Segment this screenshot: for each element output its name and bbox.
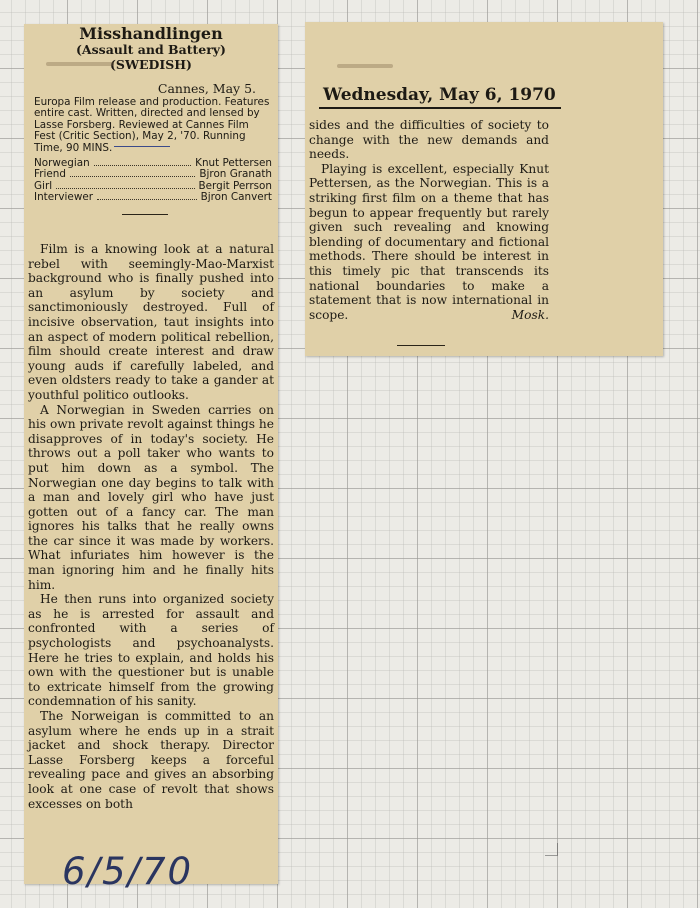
cast-row (34, 192, 272, 203)
cast-list (34, 158, 272, 204)
section-divider (397, 345, 445, 346)
cast-role: Interviewer (34, 191, 93, 204)
review-paragraph: He then runs into organized society as he is arrested for assault and confronted with a series of psychologists and psychoanalysts. Here he tries to explain, and holds his own with the questioner but is unable to extricate himself from the growing condemnation of his sanity. (28, 592, 274, 709)
cast-actor: Knut Pettersen (195, 157, 272, 169)
cast-actor: Bjron Canvert (200, 191, 272, 204)
film-language: (SWEDISH) (110, 57, 192, 72)
page-header-date: Wednesday, May 6, 1970 (323, 85, 556, 105)
pen-underline (114, 146, 170, 147)
review-clipping-left (24, 24, 278, 893)
review-paragraph-text: Playing is excellent, especially Knut Pettersen, as the Norwegian. This is a striking first film on a theme that has begun to appear frequently but rarely given such revealing and knowing blending of documentary and fictional methods. There should be interest in this timely pic that transcends its national boundaries to make a statement that is now international in scope. (309, 161, 549, 322)
ink-smudge (337, 64, 393, 68)
cast-role: Norwegian (34, 157, 90, 169)
pencil-mark (545, 843, 558, 856)
critic-signature: Mosk. (511, 307, 549, 322)
review-paragraph: A Norwegian in Sweden carries on his own private revolt against things he disapproves of in today's society. He throws out a poll taker who wants to put him down as a symbol. The Norwegian one day begins to talk with a man and lovely girl who have just gotten out of a fancy car. The man ignores his talks that he really owns the car since it was made by workers. What infuriates him however is the man ignoring him and he finally hits him. (28, 402, 274, 592)
review-body (28, 242, 274, 811)
cast-actor: Bergit Perrson (198, 179, 272, 192)
review-paragraph: The Norweigan is committed to an asylum where he ends up in a strait jacket and shock therapy. Director Lasse Forsberg keeps a forceful revealing pace and gives an absorbing look at one case of revolt that shows excesses on both (28, 709, 274, 811)
cast-role: Friend (34, 168, 66, 181)
section-divider (122, 214, 168, 215)
review-paragraph (309, 162, 549, 323)
review-clipping-right (305, 22, 663, 356)
review-paragraph: Film is a knowing look at a natural rebel with seemingly-Mao-Marxist background who is finally pushed into an asylum by society and sanctimoniously destroyed. Full of incisive observation, taut insights into an aspect of modern political rebellion, film should create interest and draw young auds if carefully labeled, and even oldsters ready to take a gander at youthful politico outlooks. (28, 242, 274, 402)
cast-role: Girl (34, 179, 53, 192)
ink-smudge (46, 62, 114, 66)
dateline: Cannes, May 5. (157, 81, 256, 96)
film-subtitle: (Assault and Battery) (76, 42, 226, 57)
release-info: Europa Film release and production. Features entire cast. Written, directed and lensed by Lasse Forsberg. Reviewed at Cannes Film Fest (Critic Section), May 2, '70. Running Time, 90 MINS. (34, 96, 270, 154)
review-paragraph: sides and the difficulties of society to change with the new demands and needs. (309, 118, 549, 162)
cast-actor: Bjron Granath (199, 168, 272, 181)
review-continuation (309, 118, 549, 322)
film-title: Misshandlingen (79, 24, 223, 43)
header-rule (319, 107, 561, 109)
handwritten-date: 6/5/70 (62, 850, 194, 893)
